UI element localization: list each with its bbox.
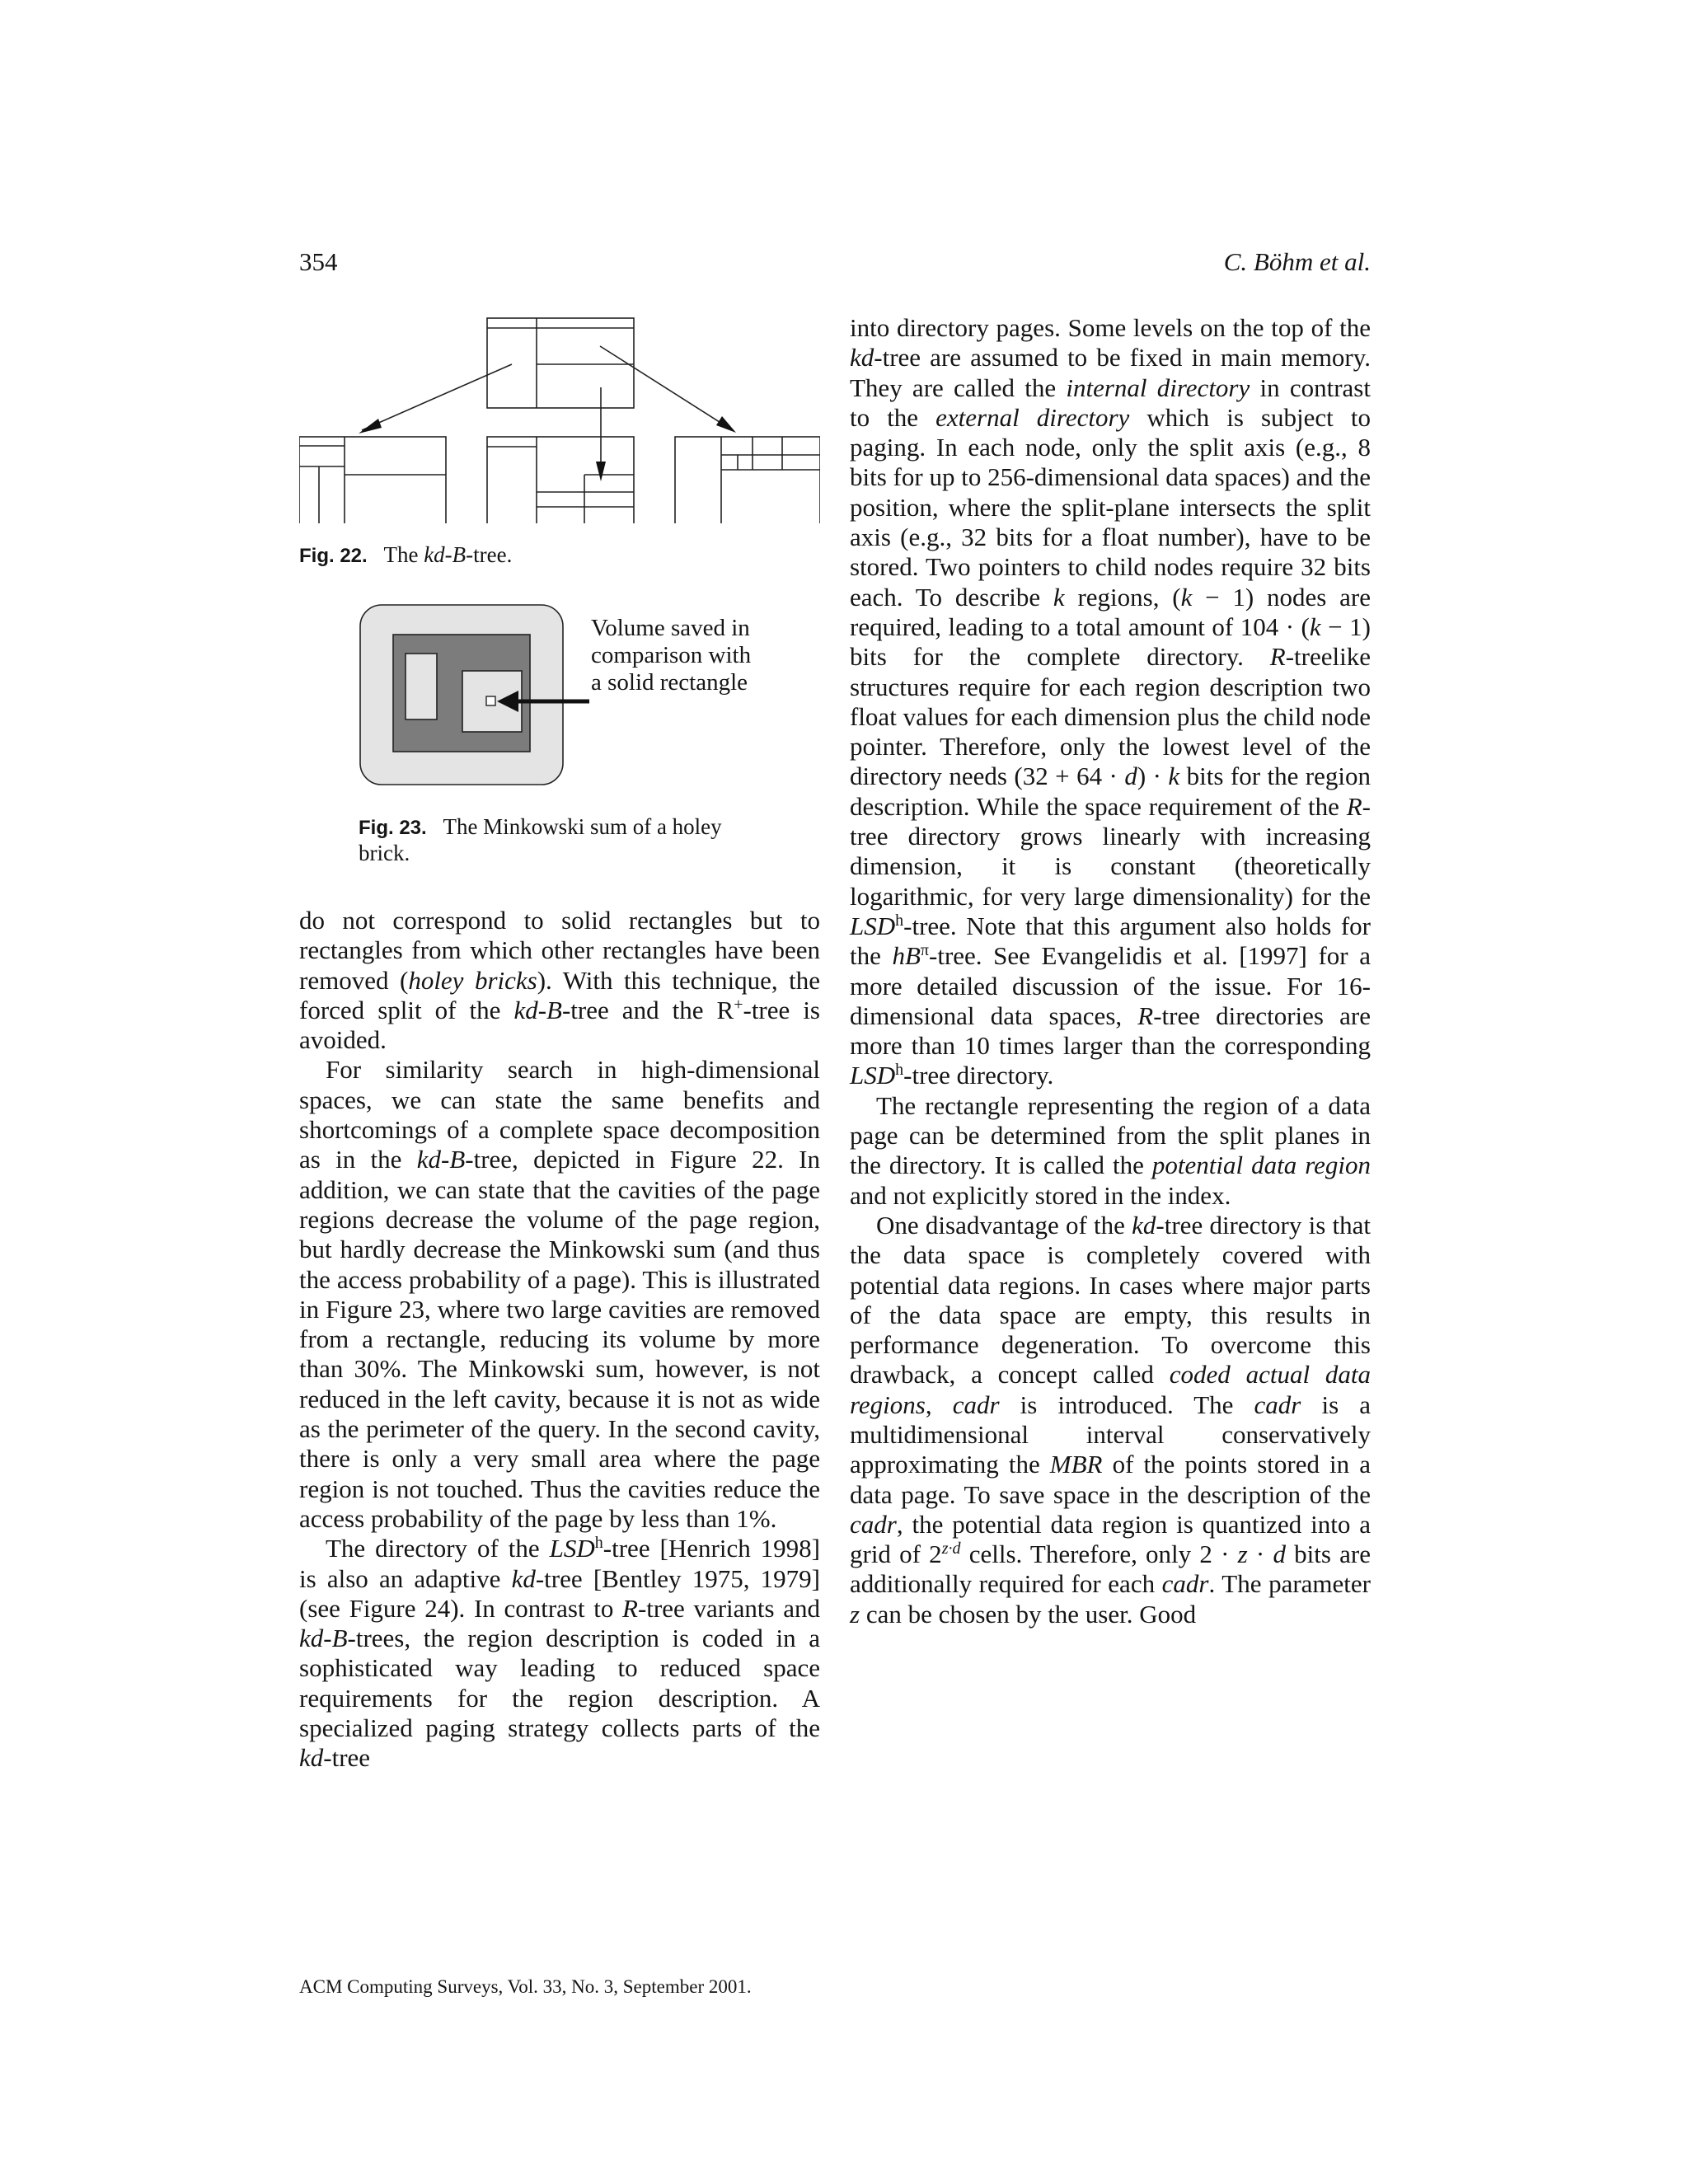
right-paragraph-2: The rectangle representing the region of a data page can be determined from the split planes in the directory. It is called the potential data region and not explicitly stored in the index. bbox=[850, 1090, 1371, 1210]
page-header bbox=[299, 247, 1371, 284]
figure-23 bbox=[299, 597, 820, 791]
left-paragraph-3: The directory of the LSD$^h$-tree [Henrich 1998] is also an adaptive kd-tree [Bentley 1975, 1979] (see Figure 24). In contrast to R-tree variants and kd-B-trees, the region description is coded in a sophisticated way leading to reduced space requirements for the region description. A specialized paging strategy collects parts of the kd-tree bbox=[299, 1534, 821, 1773]
right-paragraph-3: One disadvantage of the kd-tree directory is that the data space is completely covered with potential data regions. In cases where major parts of the data space are empty, this results in performance degeneration. To overcome this drawback, a concept called coded actual data regions, cadr is introduced. The cadr is a multidimensional interval conservatively approximating the MBR of the points stored in a data page. To save space in the description of the cadr, the potential data region is quantized into a grid of $2^{z\cdot d}$ cells. Therefore, only 2 · z · d bits are additionally required for each cadr. The parameter z can be chosen by the user. Good bbox=[850, 1210, 1372, 1629]
running-head: C. Böhm et al. bbox=[1223, 247, 1371, 276]
figure-22 bbox=[299, 313, 820, 569]
figure-23-title: The Minkowski sum of a holey brick. bbox=[359, 814, 722, 865]
figure-23-label: Fig. 23. bbox=[359, 817, 427, 839]
figure-22-title: The kd-B-tree. bbox=[383, 542, 513, 567]
figure-22-caption bbox=[299, 542, 820, 569]
figure-22-label: Fig. 22. bbox=[299, 545, 368, 567]
figure-23-annotation: Volume saved in comparison with a solid rectangle bbox=[591, 615, 752, 696]
kd-b-tree-diagram bbox=[299, 313, 820, 523]
left-paragraph-2: For similarity search in high-dimensional spaces, we can state the same benefits and shortcomings of a complete space decomposition as in the kd-B-tree, depicted in Figure 22. In addition, we can state that the cavities of the page regions decrease the volume of the page region, but hardly decrease the Minkowski sum (and thus the access probability of a page). This is illustrated in Figure 23, where two large cavities are removed from a rectangle, reducing its volume by more than 30%. The Minkowski sum, however, is not reduced in the left cavity, because it is not as wide as the perimeter of the query. In the second cavity, there is only a very small area where the page region is not touched. Thus the cavities reduce the access probability of the page by less than 1%. bbox=[299, 1055, 820, 1533]
page-footer: ACM Computing Surveys, Vol. 33, No. 3, September 2001. bbox=[299, 1976, 752, 1997]
figure-23-caption bbox=[299, 814, 762, 866]
left-paragraph-1: do not correspond to solid rectangles but to rectangles from which other rectangles have been removed (holey bricks). With this technique, the forced split of the kd-B-tree and the R+-tree is avoided. bbox=[299, 906, 821, 1055]
right-paragraph-1: into directory pages. Some levels on the top of the kd-tree are assumed to be fixed in main memory. They are called the internal directory in contrast to the external directory which is subject to paging. In each node, only the split axis (e.g., 8 bits for up to 256-dimensional data spaces) and the position, where the split-plane intersects the split axis (e.g., 32 bits for a float number), have to be stored. Two pointers to child nodes require 32 bits each. To describe k regions, (k − 1) nodes are required, leading to a total amount of 104 · (k − 1) bits for the complete directory. R-treelike structures require for each region description two float values for each dimension plus the child node pointer. Therefore, only the lowest level of the directory needs (32 + 64 · d) · k bits for the region description. While the space requirement of the R-tree directory grows linearly with increasing dimension, it is constant (theoretically logarithmic, for very large dimensionality) for the LSD$^h$-tree. Note that this argument also holds for the $hB^\pi$-tree. See Evangelidis et al. [1997] for a more detailed discussion of the issue. For 16-dimensional data spaces, R-tree directories are more than 10 times larger than the corresponding LSD$^h$-tree directory. bbox=[850, 313, 1372, 1090]
left-column bbox=[299, 313, 820, 1774]
page-number: 354 bbox=[299, 247, 338, 276]
right-column bbox=[850, 313, 1371, 1629]
